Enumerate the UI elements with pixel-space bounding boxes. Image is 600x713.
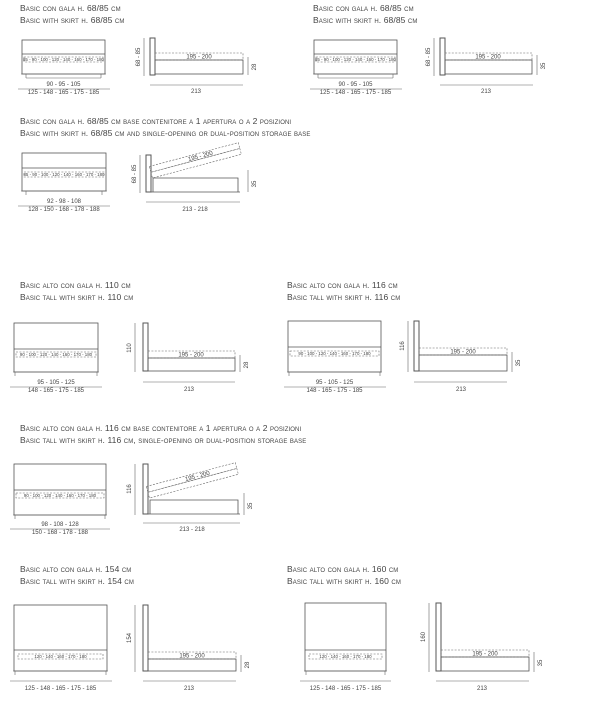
- front-view: [284, 321, 386, 394]
- section-2: [310, 3, 547, 96]
- section-8: [287, 564, 544, 692]
- inner-widths: 85 - 90 - 100 - 120 - 140 - 160 - 170 - 180: [22, 57, 105, 62]
- caption-it: Basic alto con gala h. 110 cm: [20, 280, 131, 290]
- caption-en: Basic tall with skirt h. 110 cm: [20, 292, 134, 302]
- inner-widths: 85 - 90 - 100 - 120 - 140 - 160 - 170 - 180: [314, 57, 397, 62]
- head-widths: 90 - 95 - 105: [338, 82, 373, 88]
- head-widths: 95 - 105 - 125: [37, 380, 75, 386]
- section-6: [10, 423, 306, 536]
- section-3: [18, 116, 310, 213]
- section-5: [284, 280, 522, 394]
- total-widths: 125 - 148 - 165 - 175 - 185: [319, 90, 392, 96]
- front-view: [300, 603, 391, 692]
- front-view: [10, 464, 110, 536]
- height-dim: 68 - 85: [132, 164, 138, 184]
- length-dim: 213: [476, 686, 488, 692]
- base-height-dim: 28: [244, 361, 250, 369]
- mattress-dim: 195 - 200: [475, 54, 501, 61]
- section-1: [18, 3, 258, 96]
- caption-it: Basic alto con gala h. 160 cm: [287, 564, 399, 574]
- length-dim: 213: [183, 686, 195, 692]
- side-view: [136, 38, 258, 95]
- mattress-dim: 195 - 200: [184, 470, 211, 484]
- total-widths: 125 - 148 - 165 - 175 - 185: [309, 686, 382, 692]
- height-dim: 68 - 85: [426, 47, 432, 67]
- caption-en: Basic with skirt h. 68/85 cm and single-opening or dual-position storage base: [20, 128, 311, 138]
- front-view: [10, 323, 102, 394]
- inner-widths: 90 - 100 - 120 - 140 - 160 - 170 - 180: [23, 493, 97, 498]
- height-dim: 68 - 85: [136, 47, 142, 67]
- caption-en: Basic with skirt h. 68/85 cm: [313, 15, 418, 25]
- mattress-dim: 195 - 200: [186, 54, 212, 61]
- inner-widths: 85 - 90 - 100 - 120 - 140 - 160 - 170 - 180: [23, 172, 105, 177]
- base-height-dim: 35: [541, 62, 547, 70]
- head-widths: 95 - 105 - 125: [315, 380, 354, 386]
- inner-widths: 90 - 100 - 120 - 140 - 160 - 170 - 180: [298, 351, 371, 356]
- length-dim: 213: [190, 89, 202, 95]
- total-widths: 148 - 165 - 175 - 185: [27, 388, 85, 394]
- length-dim: 213: [183, 387, 195, 393]
- caption-en: Basic with skirt h. 68/85 cm: [20, 15, 125, 25]
- mattress-dim: 195 - 200: [450, 349, 476, 356]
- head-widths: 90 - 95 - 105: [46, 82, 81, 88]
- base-height-dim: 35: [538, 659, 544, 667]
- caption-it: Basic con gala h. 68/85 cm: [20, 3, 121, 13]
- caption-en: Basic tall with skirt h. 154 cm: [20, 576, 134, 586]
- base-height-dim: 35: [248, 502, 254, 510]
- inner-widths: 90 - 100 - 120 - 140 - 160 - 170 - 180: [19, 352, 93, 357]
- mattress-dim: 195 - 200: [179, 653, 205, 660]
- side-view: [127, 463, 254, 533]
- length-dim: 213 - 218: [179, 527, 205, 533]
- base-height-dim: 35: [252, 180, 258, 188]
- height-dim: 110: [127, 343, 133, 353]
- length-dim: 213: [480, 89, 492, 95]
- caption-en: Basic tall with skirt h. 116 cm, single-opening or dual-position storage base: [20, 435, 307, 445]
- section-7: [10, 564, 251, 692]
- caption-it: Basic alto con gala h. 154 cm: [20, 564, 132, 574]
- inner-widths: 120 - 140 - 160 - 170 - 180: [319, 654, 372, 659]
- side-view: [400, 321, 522, 393]
- base-height-dim: 35: [516, 359, 522, 367]
- height-dim: 160: [421, 631, 427, 643]
- length-dim: 213: [455, 387, 467, 393]
- side-view: [426, 38, 547, 95]
- caption-en: Basic tall with skirt h. 116 cm: [287, 292, 401, 302]
- section-4: [10, 280, 250, 394]
- side-view: [421, 603, 544, 692]
- height-dim: 154: [127, 632, 133, 644]
- total-widths: 150 - 168 - 178 - 188: [31, 530, 89, 536]
- total-widths: 125 - 148 - 165 - 175 - 185: [24, 686, 97, 692]
- head-widths: 98 - 108 - 128: [41, 522, 79, 528]
- base-height-dim: 28: [245, 661, 251, 669]
- front-view: [310, 40, 402, 96]
- caption-it: Basic con gala h. 68/85 cm base contenitore a 1 apertura o a 2 posizioni: [20, 116, 292, 126]
- side-view: [127, 323, 250, 393]
- inner-widths: 120 - 140 - 160 - 170 - 180: [34, 654, 87, 659]
- mattress-dim: 195 - 200: [187, 150, 214, 164]
- side-view: [132, 143, 258, 213]
- caption-it: Basic alto con gala h. 116 cm: [287, 280, 398, 290]
- length-dim: 213 - 218: [182, 207, 208, 213]
- caption-it: Basic con gala h. 68/85 cm: [313, 3, 414, 13]
- head-widths: 92 - 98 - 108: [46, 199, 82, 205]
- front-view: [18, 40, 110, 96]
- front-view: [10, 605, 112, 692]
- mattress-dim: 195 - 200: [178, 352, 204, 359]
- height-dim: 116: [400, 341, 406, 351]
- side-view: [127, 605, 251, 692]
- total-widths: 125 - 148 - 165 - 175 - 185: [27, 90, 100, 96]
- height-dim: 116: [127, 484, 133, 494]
- mattress-dim: 195 - 200: [472, 651, 498, 658]
- caption-it: Basic alto con gala h. 116 cm base contenitore a 1 apertura o a 2 posizioni: [20, 423, 302, 433]
- front-view: [18, 153, 110, 213]
- total-widths: 148 - 165 - 175 - 185: [306, 388, 363, 394]
- base-height-dim: 28: [252, 63, 258, 71]
- total-widths: 128 - 150 - 168 - 178 - 188: [28, 207, 100, 213]
- caption-en: Basic tall with skirt h. 160 cm: [287, 576, 401, 586]
